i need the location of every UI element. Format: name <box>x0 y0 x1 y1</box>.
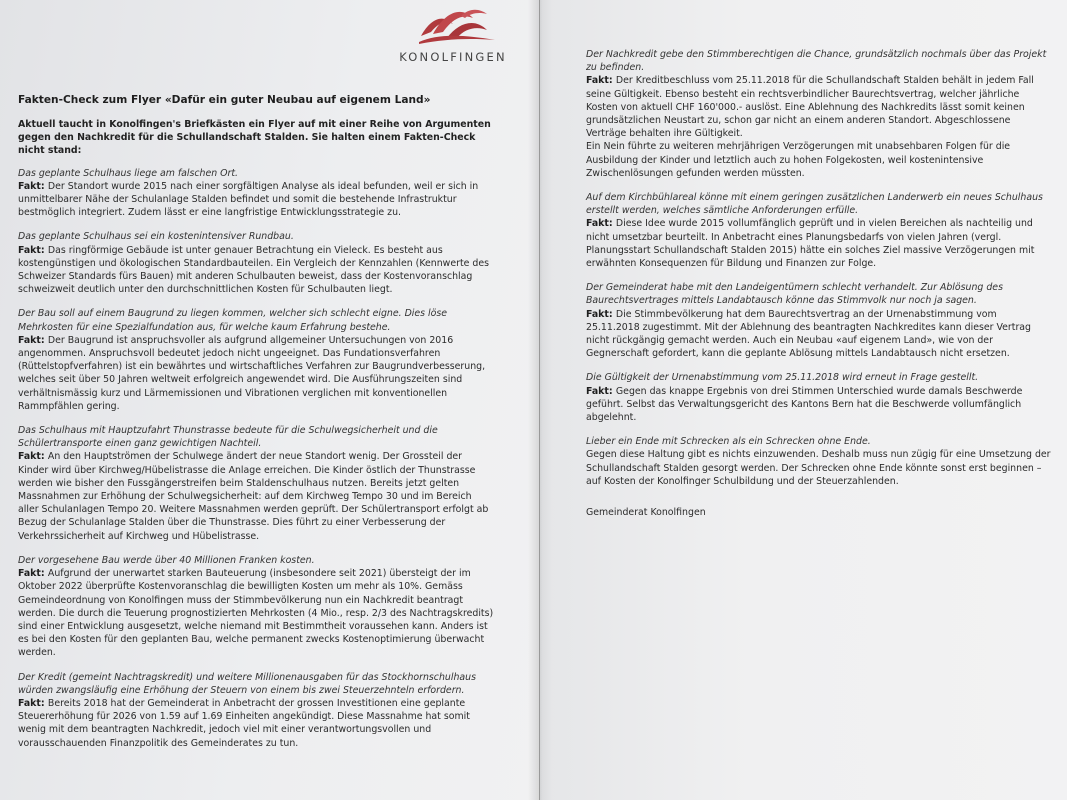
claim-text: Der Nachkredit gebe den Stimmberechtigen die Chance, grundsätzlich nochmals über das Projekt zu befinden. <box>586 49 1047 74</box>
signature: Gemeinderat Konolfingen <box>586 507 706 519</box>
claim-text: Das Schulhaus mit Hauptzufahrt Thunstrasse bedeute für die Schulwegsicherheit und die Schülertransporte einen ganz gewichtigen Nachteil. <box>18 425 438 450</box>
konolfingen-wave-logo-icon <box>417 4 497 48</box>
municipality-logo <box>393 4 523 68</box>
fact-label: Fakt: <box>18 244 48 256</box>
fact-label: Fakt: <box>586 218 616 230</box>
closing-text: Gegen diese Haltung gibt es nichts einzuwenden. Deshalb muss nun zügig für eine Umsetzung der Schullandschaft Stalden gesorgt werden. Der Schrecken ohne Ende könnte sonst erst beginnen – auf Kosten der Konolfinger Schulbildung und der Steuerzahlenden. <box>586 449 1051 487</box>
intro-paragraph: Aktuell taucht in Konolfingen's Briefkästen ein Flyer auf mit einer Reihe von Argumenten gegen den Nachkredit für die Schullandschaft Stalden. Sie halten einem Fakten-Check nicht stand: <box>18 119 491 157</box>
fact-extra-text: Ein Nein führte zu weiteren mehrjährigen Verzögerungen mit unabsehbaren Folgen für die Ausbildung der Kinder und letztlich auch zu hohen Folgekosten, weil kostenintensive Zwischenlösungen gefunden werden müssten. <box>586 141 1011 179</box>
fact-block <box>586 191 1052 270</box>
fact-text: Gegen das knappe Ergebnis von drei Stimmen Unterschied wurde damals Beschwerde geführt. Selbst das Verwaltungsgericht des Kantons Bern hat die Beschwerde vollumfänglich abgelehnt. <box>586 385 1023 424</box>
fact-label: Fakt: <box>18 180 48 192</box>
fact-block <box>18 307 494 413</box>
fact-text: Bereits 2018 hat der Gemeinderat in Anbetracht der grossen Investitionen eine geplante Steuererhöhung für 2026 von 1.59 auf 1.69 Einheiten angekündigt. Diese Massnahme hat somit wenig mit dem beantragten Nachkredit, jedoch viel mit einer verantwortungsvollen und vorausschauenden Finanzpolitik des Gemeinderates zu tun. <box>18 697 470 749</box>
claim-text: Der Kredit (gemeint Nachtragskredit) und weitere Millionenausgaben für das Stockhornschulhaus würden zwangsläufig eine Erhöhung der Steuern von einem bis zwei Steuerzehnteln erfordern. <box>18 671 476 696</box>
closing-claim: Lieber ein Ende mit Schrecken als ein Schrecken ohne Ende. <box>586 436 871 448</box>
fact-block <box>18 671 494 750</box>
fact-block <box>18 167 494 220</box>
claim-text: Der Bau soll auf einem Baugrund zu liegen kommen, welcher sich schlecht eigne. Dies löse Mehrkosten für eine Spezialfundation aus, für welche kaum Erfahrung bestehe. <box>18 308 448 333</box>
fact-block <box>18 424 494 543</box>
fact-block <box>586 281 1052 360</box>
claim-text: Der Gemeinderat habe mit den Landeigentümern schlecht verhandelt. Zur Ablösung des Baurechtsvertrages mittels Landabtausch könne das Stimmvolk nur noch ja sagen. <box>586 282 1003 307</box>
fact-text: Aufgrund der unerwartet starken Bauteuerung (insbesondere seit 2021) übersteigt der im Oktober 2022 überprüfte Kostenvoranschlag die bewilligten Kosten um mehr als 10%. Gemäss Gemeindeordnung von Konolfingen muss der Stimmbevölkerung nun ein Nachkredit beantragt werden. Die durch die Teuerung prognostizierten Mehrkosten (4 Mio., resp. 2/3 des Nachtragskredits) sind einer Entwicklung ausgesetzt, welche niemand mit Bestimmtheit voraussehen kann. Anders ist es bei den Kosten für den geplanten Bau, welche permanent zwecks Kostenoptimierung überwacht werden. <box>18 568 494 659</box>
fact-text: Das ringförmige Gebäude ist unter genauer Betrachtung ein Vieleck. Es besteht aus kostengünstigen und ökologischen Standardbauteilen. Ein Vergleich der Kennzahlen (Kennwerte des Schweizer Standards fürs Bauen) mit anderen Schulbauten beweist, dass der Kostenvoranschlag schweizweit deutlich unter den durchschnittlichen Kosten für Schulbauten liegt. <box>18 244 489 296</box>
claim-text: Das geplante Schulhaus sei ein kostenintensiver Rundbau. <box>18 231 294 243</box>
left-column <box>18 94 494 761</box>
logo-wordmark: KONOLFINGEN <box>399 50 507 64</box>
fact-text: Die Stimmbevölkerung hat dem Baurechtsvertrag an der Urnenabstimmung vom 25.11.2018 zugestimmt. Mit der Ablehnung des beantragten Nachkredites kann dieser Vertrag nicht rückgängig gemacht werden. Auch ein Neubau «auf eigenem Land», wie von der Gegnerschaft gefordert, kann die geplante Ablösung mittels Landabtausch nicht ersetzen. <box>586 308 1031 360</box>
document-title: Fakten-Check zum Flyer «Dafür ein guter Neubau auf eigenem Land» <box>18 94 431 106</box>
fact-label: Fakt: <box>18 451 48 463</box>
fact-block <box>18 230 494 296</box>
fact-text: Der Baugrund ist anspruchsvoller als aufgrund allgemeiner Untersuchungen von 2016 angenommen. Anspruchsvoll bedeutet jedoch nicht ungeeignet. Das Fundationsverfahren (Rüttelstopfverfahren) ist ein bewährtes und wirtschaftliches Verfahren zur Baugrundverbesserung, welches seit über 50 Jahren weltweit erfolgreich angewendet wird. Die Ausführungszeiten sind verhältnismässig kurz und Lärmemissionen und Vibrationen verglichen mit konventionellen Rammpfählen gering. <box>18 334 486 412</box>
fact-block <box>586 371 1052 424</box>
claim-text: Der vorgesehene Bau werde über 40 Millionen Franken kosten. <box>18 554 315 566</box>
claim-text: Die Gültigkeit der Urnenabstimmung vom 25.11.2018 wird erneut in Frage gestellt. <box>586 372 979 384</box>
claim-text: Das geplante Schulhaus liege am falschen Ort. <box>18 167 239 179</box>
closing-block <box>586 435 1052 488</box>
fact-label: Fakt: <box>18 334 48 346</box>
fact-text: Diese Idee wurde 2015 vollumfänglich geprüft und in vielen Bereichen als nachteilig und nicht umsetzbar beurteilt. In Anbetracht eines Planungsbedarfs von vielen Jahren (vergl. Planungsstart Schullandschaft Stalden 2015) hätte ein solches Ziel massive Verzögerungen mit erwähnten Konsequenzen für Bildung und Finanzen zur Folge. <box>586 218 1035 270</box>
fact-text: Der Standort wurde 2015 nach einer sorgfältigen Analyse als ideal befunden, weil er sich in unmittelbarer Nähe der Schulanlage Stalden befindet und somit die bestehende Infrastruktur bestmöglich integriert. Zudem lässt er eine langfristige Entwicklungsstrategie zu. <box>18 180 479 219</box>
fact-label: Fakt: <box>586 385 616 397</box>
fact-text: Der Kreditbeschluss vom 25.11.2018 für die Schullandschaft Stalden behält in jedem Fall seine Gültigkeit. Ebenso besteht ein rechtsverbindlicher Baurechtsvertrag, welcher jährliche Kosten von aktuell CHF 160'000.- auslöst. Eine Ablehnung des Nachkredits lässt somit keinen grundsätzlichen Neustart zu, schon gar nicht an einem anderen Standort. Abgeschlossene Verträge behalten ihre Gültigkeit. <box>586 75 1034 140</box>
right-column <box>586 48 1052 519</box>
fact-block <box>586 48 1052 180</box>
fact-text: An den Hauptströmen der Schulwege ändert der neue Standort wenig. Der Grossteil der Kinder wird über Kirchweg/Hübelistrasse die Anlage erreichen. Die Kinder östlich der Thunstrasse werden wie bisher den Fussgängerstreifen beim Staldenschulhaus nutzen. Bereits jetzt gelten Massnahmen zur Erhöhung der Schulwegsicherheit: auf dem Kirchweg Tempo 30 und im Bereich aller Schulanlagen Tempo 20. Weitere Massnahmen werden geprüft. Der Schülertransport erfolgt ab Bezug der Schulanlage Stalden über die Thunstrasse. Dies führt zu einer Verbesserung der Verkehrssicherheit auf Kirchweg und Hübelistrasse. <box>18 451 489 542</box>
fact-label: Fakt: <box>586 308 616 320</box>
fact-label: Fakt: <box>586 75 616 87</box>
fact-label: Fakt: <box>18 568 48 580</box>
fact-label: Fakt: <box>18 697 48 709</box>
claim-text: Auf dem Kirchbühlareal könne mit einem geringen zusätzlichen Landerwerb ein neues Schulhaus erstellt werden, welches sämtliche Anforderungen erfülle. <box>586 192 1043 217</box>
fact-block <box>18 554 494 660</box>
